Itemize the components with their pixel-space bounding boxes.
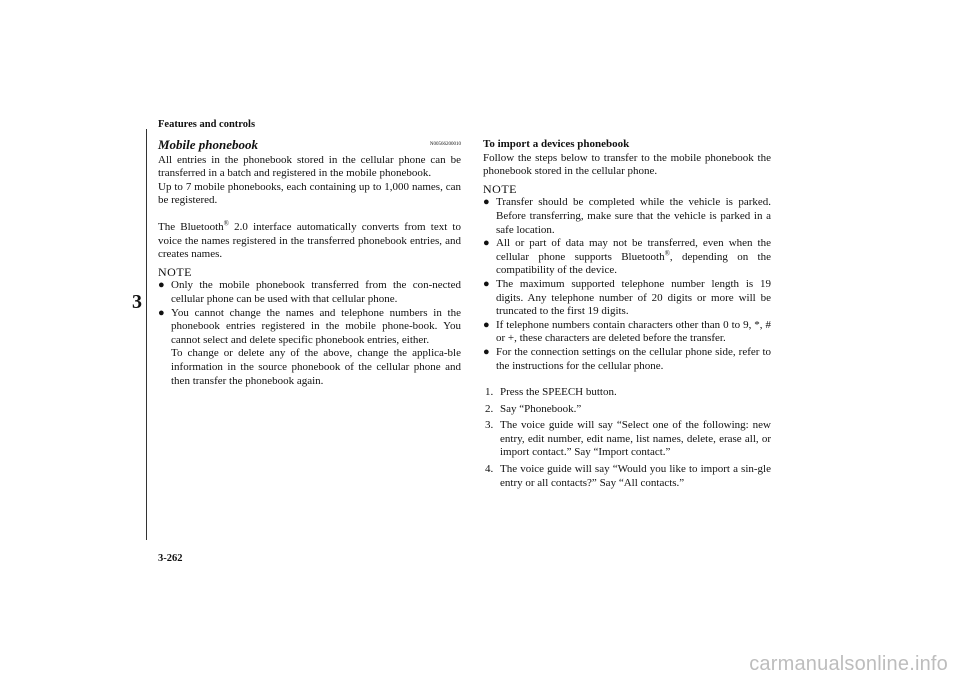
bullet-icon: ●	[483, 345, 490, 358]
bullet-icon: ●	[158, 306, 165, 319]
step-number: 3.	[485, 419, 494, 432]
note-text: If telephone numbers contain characters other than 0 to 9, *, # or +, these characters are deleted before the transfer.	[496, 318, 771, 345]
watermark: carmanualsonline.info	[749, 653, 948, 675]
note-label: NOTE	[158, 264, 192, 279]
step-text: Say “Phonebook.”	[500, 402, 582, 415]
note-bullet	[483, 319, 771, 346]
note-label: NOTE	[483, 181, 517, 196]
step-item	[483, 386, 771, 400]
note-text: For the connection settings on the cellular phone side, refer to the instructions for the cellular phone.	[496, 345, 771, 372]
note-bullet	[158, 279, 461, 306]
paragraph-bluetooth: The Bluetooth® 2.0 interface automatically converts from text to voice the names registered in the transferred phonebook entries, and creates names.	[158, 219, 461, 261]
step-number: 2.	[485, 402, 494, 415]
note-text: All or part of data may not be transferred, even when the cellular phone supports Bluetooth®, depending on the compatibility of the device.	[496, 237, 771, 277]
intro-paragraph: Follow the steps below to transfer to the mobile phonebook the phonebook stored in the cellular phone.	[483, 151, 771, 178]
paragraph: Up to 7 mobile phonebooks, each containing up to 1,000 names, can be registered.	[158, 180, 461, 207]
step-number: 1.	[485, 386, 494, 399]
note-bullet	[483, 346, 771, 373]
bullet-icon: ●	[483, 196, 490, 209]
bullet-icon: ●	[483, 318, 490, 331]
note-bullet	[483, 196, 771, 237]
step-text: Press the SPEECH button.	[500, 386, 617, 399]
paragraph: All entries in the phonebook stored in the cellular phone can be transferred in a batch and registered in the mobile phonebook.	[158, 153, 461, 180]
step-number: 4.	[485, 463, 494, 476]
registered-mark: ®	[223, 219, 229, 228]
note-text: The maximum supported telephone number length is 19 digits. Any telephone number of 20 digits or more will be truncated to the first 19 digits.	[496, 277, 771, 318]
chapter-divider-line	[146, 129, 147, 540]
page-number: 3-262	[158, 553, 183, 564]
note-bullet	[483, 278, 771, 319]
left-column	[158, 138, 461, 388]
note-bullet	[483, 237, 771, 278]
section-title: Mobile phonebook	[158, 137, 259, 152]
note-text: You cannot change the names and telephone numbers in the phonebook entries registered in the mobile phone-book. You cannot select and delete specific phonebook entries, either.	[171, 306, 461, 346]
note-continuation: To change or delete any of the above, change the applica-ble information in the source phonebook of the cellular phone and then transfer the phonebook again.	[171, 347, 461, 387]
section-code: N00566200010	[429, 142, 461, 147]
step-item	[483, 463, 771, 490]
note-text: Only the mobile phonebook transferred from the con-nected cellular phone can be used with that cellular phone.	[171, 279, 461, 305]
subsection-title: To import a devices phonebook	[483, 138, 630, 150]
running-header: Features and controls	[158, 119, 256, 130]
bullet-icon: ●	[483, 237, 490, 250]
bullet-icon: ●	[483, 277, 490, 290]
right-column	[483, 138, 771, 493]
note-bullet	[158, 307, 461, 389]
step-item	[483, 403, 771, 417]
bullet-icon: ●	[158, 279, 165, 292]
chapter-tab-number: 3	[132, 291, 142, 313]
section-heading	[158, 138, 461, 152]
step-list	[483, 386, 771, 490]
note-text: Transfer should be completed while the vehicle is parked. Before transferring, make sure that the vehicle is parked in a safe location.	[496, 196, 771, 236]
step-text: The voice guide will say “Would you like to import a sin-gle entry or all contacts?” Say “All contacts.”	[500, 463, 771, 489]
registered-mark: ®	[664, 249, 670, 258]
step-text: The voice guide will say “Select one of the following: new entry, edit number, edit name, list names, delete, erase all, or import contact.” Say “Import contact.”	[500, 419, 771, 459]
step-item	[483, 419, 771, 460]
